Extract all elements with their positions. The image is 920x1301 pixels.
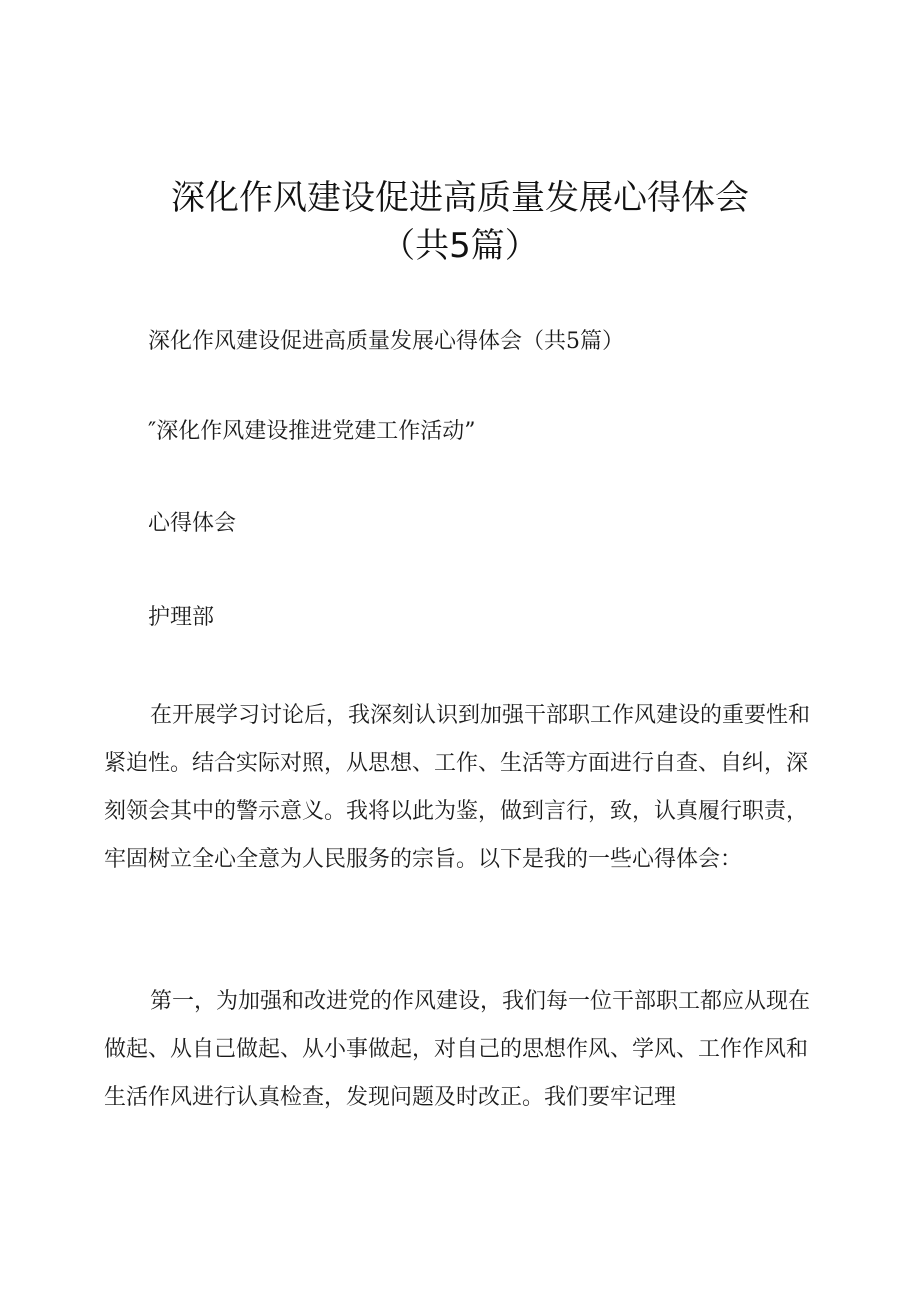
document-title: 深化作风建设促进高质量发展心得体会 [171, 178, 749, 218]
section-label: 心得体会 [148, 511, 237, 536]
body-paragraph: 在开展学习讨论后，我深刻认识到加强干部职工作风建设的重要性和紧迫性。结合实际对照，从思想、工作、生活等方面进行自查、自纠，深刻领会其中的警示意义。我将以此为鉴，做到言行，致，认真履行职责，牢固树立全心全意为人民服务的宗旨。以下是我的一些心得体会： [104, 703, 811, 872]
document-title-subtitle: （共5篇） [381, 226, 539, 266]
body-paragraph: 第一，为加强和改进党的作风建设，我们每一位干部职工都应从现在做起、从自己做起、从小事做起，对自己的思想作风、学风、工作作风和生活作风进行认真检查，发现问题及时改正。我们要牢记理 [104, 989, 811, 1110]
heading-repeat: 深化作风建设促进高质量发展心得体会（共5篇） [148, 329, 624, 354]
activity-name: ″深化作风建设推进党建工作活动” [148, 419, 476, 444]
department-name: 护理部 [148, 605, 215, 630]
